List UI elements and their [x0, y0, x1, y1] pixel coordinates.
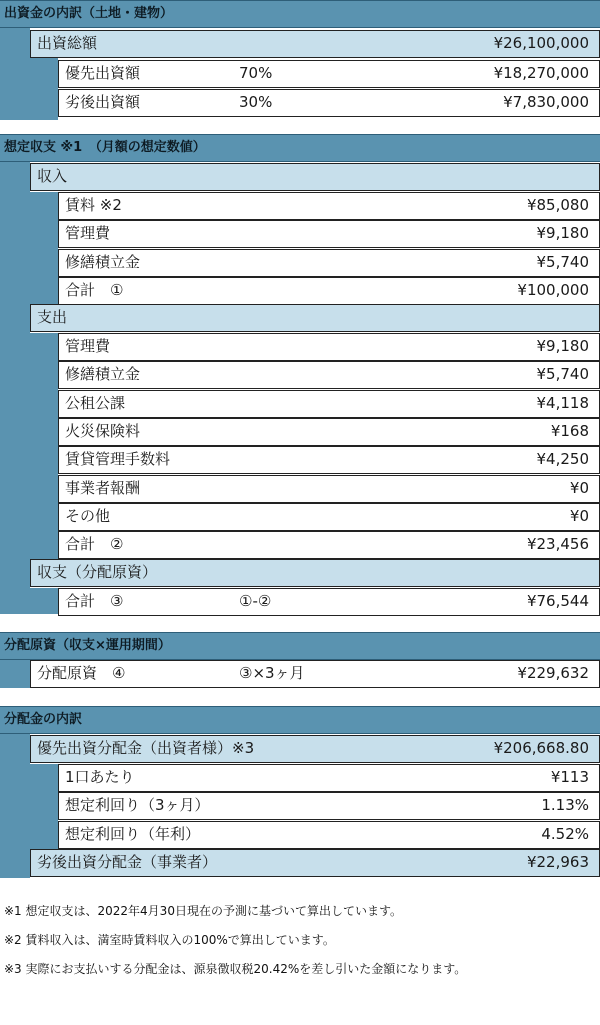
- distribution-detail-row-value: 4.52%: [541, 824, 589, 843]
- revenue-row-label: 管理費: [65, 224, 111, 243]
- distribution-header: 分配金の内訳: [0, 706, 600, 734]
- footnote-1: ※1 想定収支は、2022年4月30日現在の予測に基づいて算出しています。: [4, 904, 402, 918]
- expense-row-value: ¥168: [550, 421, 589, 440]
- distribution-inner-bar: [30, 764, 58, 849]
- revenue-row: [58, 249, 600, 277]
- expense-inner-bar: [30, 333, 58, 559]
- expense-row: [58, 418, 600, 446]
- distribution-source-row: 分配原資 ④ ③×3ヶ月 ¥229,632: [30, 660, 600, 688]
- distribution-detail-row: [58, 792, 600, 820]
- footnote-2: ※2 賃料収入は、満室時賃料収入の100%で算出しています。: [4, 933, 335, 947]
- income-side-bar: [0, 162, 30, 614]
- revenue-row-value: ¥100,000: [517, 280, 589, 299]
- subordinate-distribution-row: 劣後出資分配金（事業者） ¥22,963: [30, 849, 600, 877]
- expense-row: [58, 390, 600, 418]
- distribution-detail-row-label: 想定利回り（3ヶ月）: [65, 796, 210, 815]
- expense-row-value: ¥0: [569, 506, 589, 525]
- expense-row-value: ¥5,740: [536, 365, 589, 384]
- expense-row-value: ¥4,250: [536, 450, 589, 469]
- revenue-row-label: 修繕積立金: [65, 252, 141, 271]
- revenue-row-value: ¥9,180: [536, 224, 589, 243]
- subordinate-investment-row: 劣後出資額 30% ¥7,830,000: [58, 89, 600, 117]
- investment-side-bar: [0, 28, 30, 120]
- distribution-detail-row-value: 1.13%: [541, 796, 589, 815]
- expense-row: [58, 503, 600, 531]
- footnote-3: ※3 実際にお支払いする分配金は、源泉徴収税20.42%を差し引いた金額になります。: [4, 962, 467, 976]
- expense-row-label: 合計 ②: [65, 535, 124, 554]
- priority-investment-row: 優先出資額 70% ¥18,270,000: [58, 60, 600, 88]
- priority-distribution-row: 優先出資分配金（出資者様）※3 ¥206,668.80: [30, 735, 600, 763]
- source-header: 分配原資（収支×運用期間）: [0, 632, 600, 660]
- total-investment-row: 出資総額 ¥26,100,000: [30, 30, 600, 58]
- balance-label-row: 収支（分配原資）: [30, 559, 600, 587]
- revenue-row-label: 合計 ①: [65, 280, 124, 299]
- expense-row-value: ¥9,180: [536, 337, 589, 355]
- investment-header: 出資金の内訳（土地・建物）: [0, 0, 600, 28]
- revenue-row-value: ¥5,740: [536, 252, 589, 271]
- expense-row-label: 修繕積立金: [65, 365, 141, 384]
- expense-row-label: その他: [65, 506, 111, 525]
- distribution-detail-row-label: 1口あたり: [65, 768, 135, 786]
- expense-row: [58, 361, 600, 389]
- revenue-row: [58, 277, 600, 305]
- expense-row: [58, 475, 600, 503]
- source-side-bar: [0, 660, 30, 688]
- revenue-row-value: ¥85,080: [526, 196, 589, 214]
- expense-row-value: ¥4,118: [536, 393, 589, 412]
- expense-row-label: 事業者報酬: [65, 478, 141, 497]
- revenue-row-label: 賃料 ※2: [65, 196, 122, 214]
- investment-inner-bar: [30, 58, 58, 120]
- revenue-row: [58, 220, 600, 248]
- expense-label-row: 支出: [30, 304, 600, 332]
- distribution-side-bar: [0, 734, 30, 878]
- distribution-detail-row-label: 想定利回り（年利）: [65, 824, 201, 843]
- expense-row: [58, 531, 600, 559]
- expense-row-value: ¥23,456: [526, 535, 589, 554]
- revenue-inner-bar: [30, 192, 58, 304]
- income-header: 想定収支 ※1 （月額の想定数値）: [0, 134, 600, 162]
- expense-row-value: ¥0: [569, 478, 589, 497]
- distribution-detail-row: [58, 821, 600, 849]
- expense-row-label: 公租公課: [65, 393, 126, 412]
- expense-row: [58, 446, 600, 474]
- distribution-detail-row-value: ¥113: [550, 768, 589, 786]
- expense-row-label: 火災保険料: [65, 421, 141, 440]
- revenue-row: [58, 192, 600, 220]
- balance-inner-bar: [30, 588, 58, 614]
- expense-row: [58, 333, 600, 361]
- balance-total-row: 合計 ③ ①-② ¥76,544: [58, 588, 600, 616]
- expense-row-label: 管理費: [65, 337, 111, 355]
- distribution-detail-row: [58, 764, 600, 792]
- expense-row-label: 賃貸管理手数料: [65, 450, 171, 469]
- revenue-label-row: 収入: [30, 163, 600, 191]
